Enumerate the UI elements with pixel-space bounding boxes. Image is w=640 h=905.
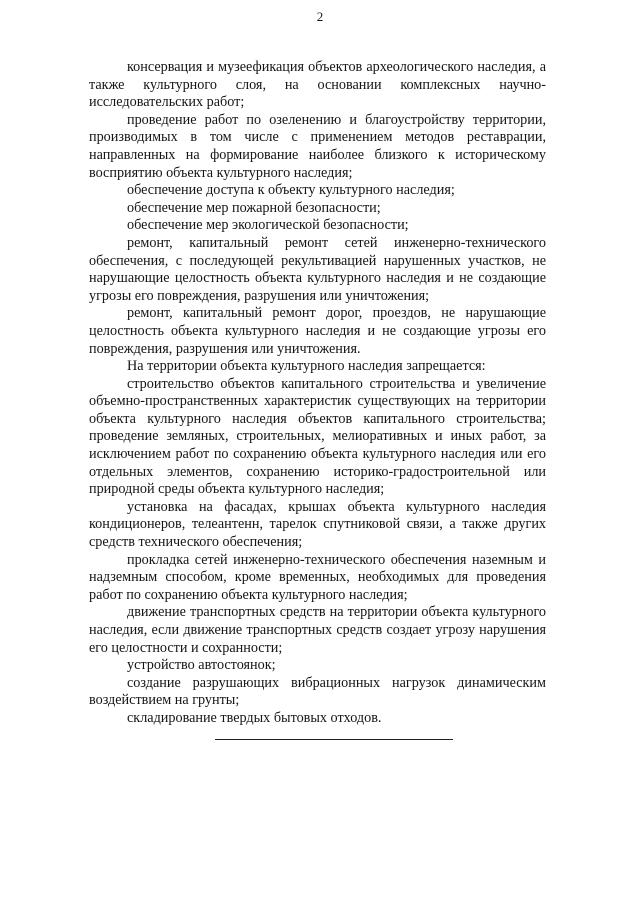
paragraph-environmental-safety: обеспечение мер экологической безопасности;: [127, 217, 409, 234]
end-separator-line: [215, 739, 453, 740]
paragraph-utility-networks-repair: ремонт, капитальный ремонт сетей инженерно-технического обеспечения, с последующей рекультивацией нарушенных участков, не нарушающие целостность объекта культурного наследия и не создающие угрозы его повреждения, разрушения или уничтожения;: [89, 234, 546, 304]
paragraph-waste-storage-ban: складирование твердых бытовых отходов.: [127, 709, 382, 726]
paragraph-roads-repair: ремонт, капитальный ремонт дорог, проездов, не нарушающие целостность объекта культурного наследия и не создающие угрозы его повреждения, разрушения или уничтожения.: [89, 305, 546, 357]
paragraph-network-laying-ban: прокладка сетей инженерно-технического обеспечения наземным и надземным способом, кроме временных, необходимых для проведения работ по сохранению объекта культурного наследия;: [89, 551, 546, 603]
paragraph-landscaping: проведение работ по озеленению и благоустройству территории, производимых в том числе с применением методов реставрации, направленных на формирование наиболее близкого к историческому восприятию объекта культурного наследия;: [89, 111, 546, 181]
paragraph-vehicle-traffic-ban: движение транспортных средств на территории объекта культурного наследия, если движение транспортных средств создает угрозу нарушения его целостности и сохранности;: [89, 604, 546, 656]
paragraph-parking-ban: устройство автостоянок;: [127, 657, 276, 674]
paragraph-construction-ban: строительство объектов капитального строительства и увеличение объемно-пространственных характеристик существующих на территории объекта культурного наследия объектов капитального строительства; проведение земляных, строительных, мелиоративных и иных работ, за исключением работ по сохранению объекта культурного наследия или его отдельных элементов, сохранению историко-градостроительной или природной среды объекта культурного наследия;: [89, 375, 546, 498]
document-body: [89, 59, 546, 728]
paragraph-fire-safety: обеспечение мер пожарной безопасности;: [127, 199, 381, 216]
paragraph-archaeological-conservation: консервация и музеефикация объектов археологического наследия, а также культурного слоя, на основании комплексных научно-исследовательских работ;: [89, 59, 546, 111]
paragraph-facade-equipment-ban: установка на фасадах, крышах объекта культурного наследия кондиционеров, телеантенн, тарелок спутниковой связи, а также других средств технического обеспечения;: [89, 498, 546, 551]
paragraph-vibration-ban: создание разрушающих вибрационных нагрузок динамическим воздействием на грунты;: [89, 674, 546, 709]
page-number: 2: [316, 9, 324, 24]
paragraph-access: обеспечение доступа к объекту культурного наследия;: [127, 182, 455, 199]
paragraph-prohibitions-heading: На территории объекта культурного наследия запрещается:: [127, 358, 486, 375]
